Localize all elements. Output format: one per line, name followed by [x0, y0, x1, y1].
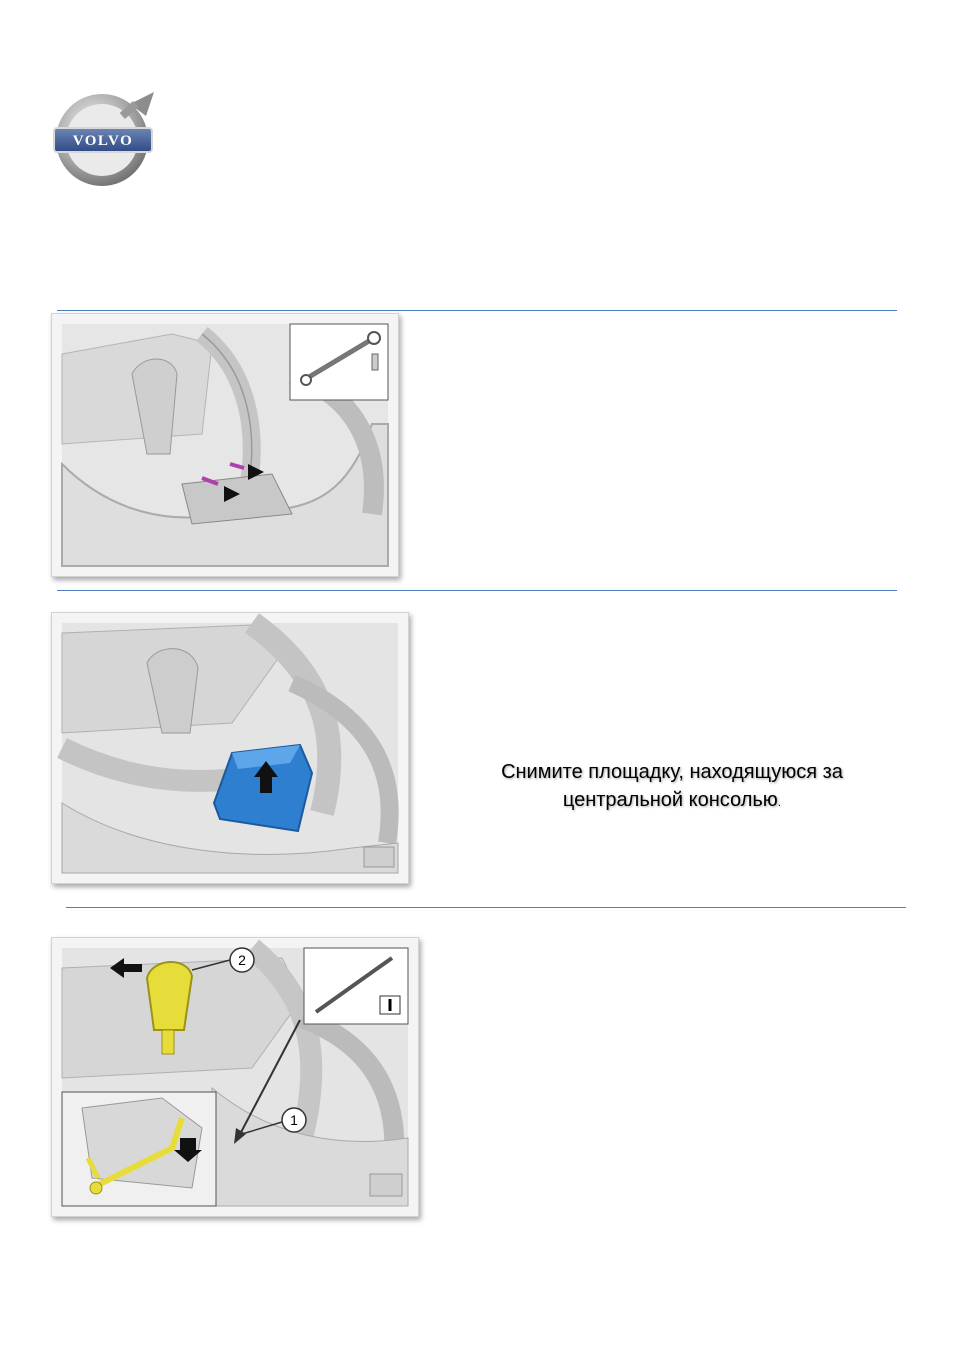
step-2-caption-text: Снимите площадку, находящуюся за центральной консолью — [501, 761, 843, 811]
step-2-figure — [51, 612, 409, 884]
step-3-figure — [51, 937, 419, 1217]
divider-1 — [57, 310, 897, 311]
step-1-figure — [51, 313, 399, 577]
divider-3 — [66, 907, 906, 908]
divider-2 — [57, 590, 897, 591]
callout-1: 1 — [290, 1112, 298, 1128]
step-2-caption-end: . — [777, 795, 782, 809]
pad-removal-illustration-icon — [52, 613, 408, 883]
screws-removal-illustration-icon — [52, 314, 398, 576]
volvo-logo-icon — [50, 88, 160, 194]
step-2-caption — [440, 758, 904, 816]
volvo-logo — [50, 88, 160, 194]
gear-knob-removal-illustration-icon — [52, 938, 418, 1216]
logo-text: VOLVO — [72, 133, 134, 149]
callout-2: 2 — [238, 952, 246, 968]
